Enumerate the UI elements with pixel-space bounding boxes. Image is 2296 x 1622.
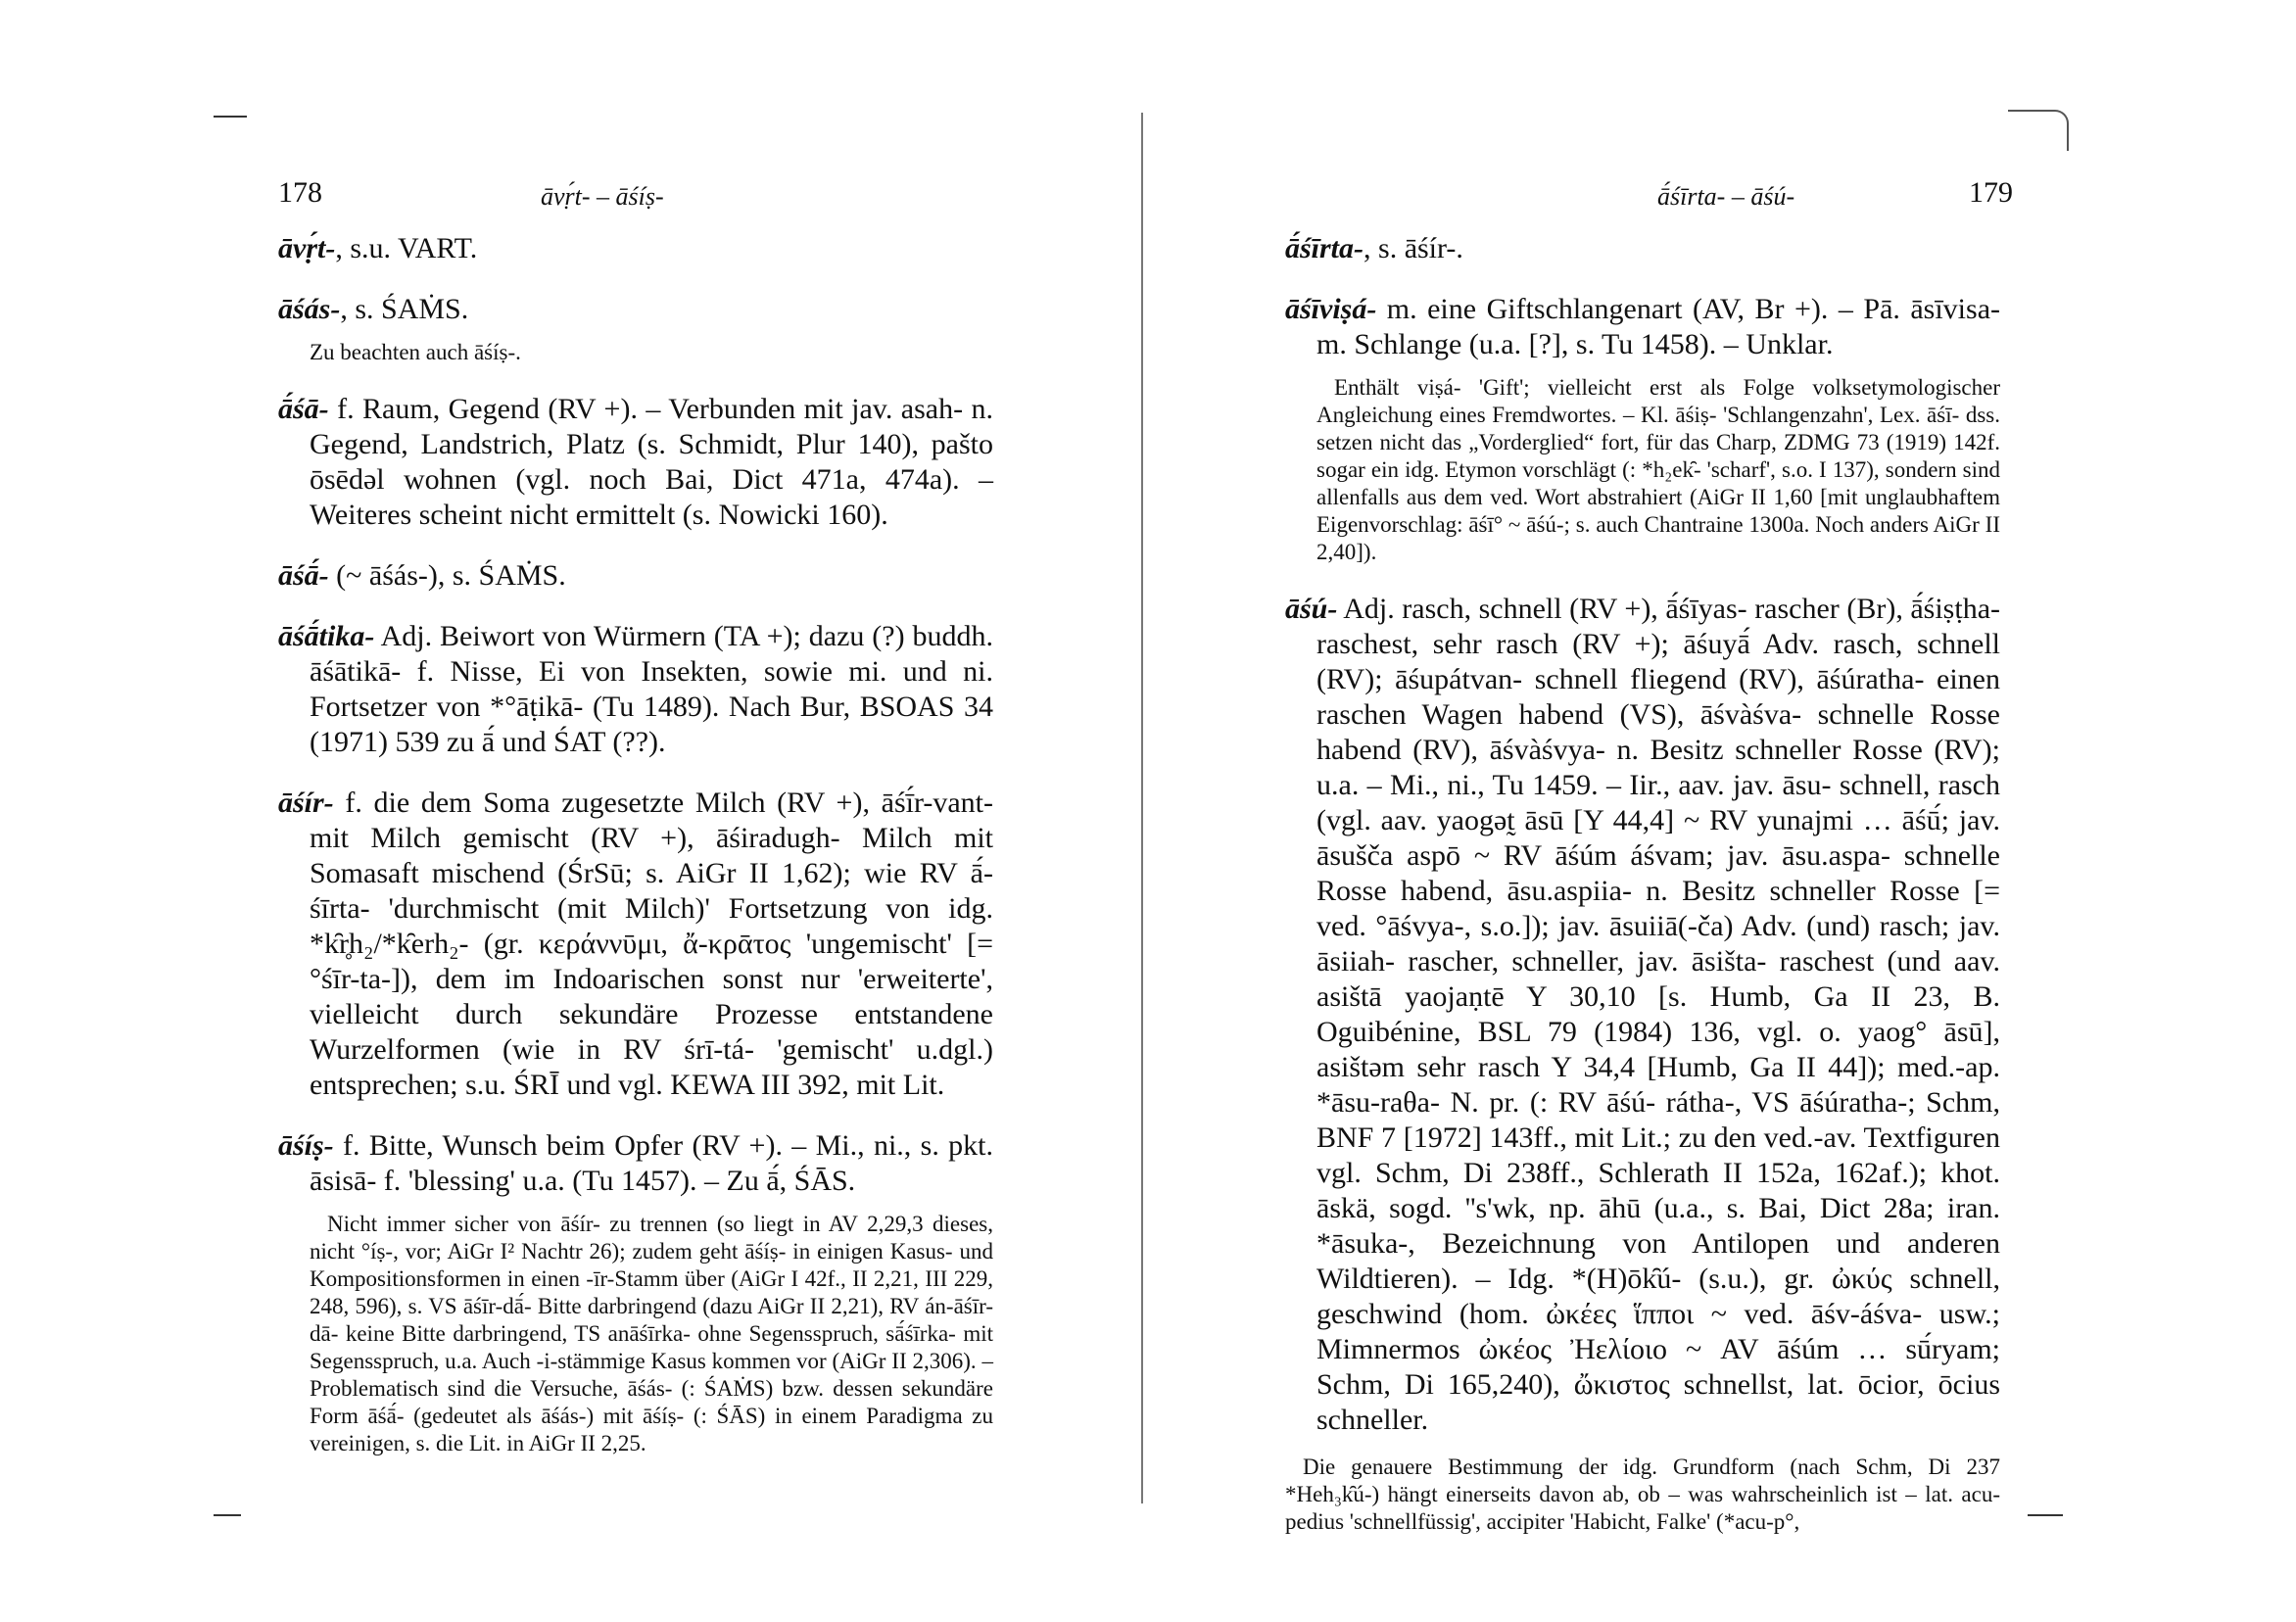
headword: āśás- <box>278 293 341 325</box>
entry-text: f. Raum, Gegend (RV +). – Verbunden mit jav. asah- n. Gegend, Landstrich, Platz (s. Schmidt, Plur 140), pašto ōsēdəl wohnen (vgl. noch Bai, Dict 471a, 474a). – Weiteres scheint nicht ermittelt (s. Nowicki 160). <box>310 393 993 531</box>
entry-text: f. die dem Soma zugesetzte Milch (RV +), āśī́r-vant- mit Milch gemischt (RV +), āśiradugh- Milch mit Somasaft mischend (ŚrSū; s. AiGr II 1,62); wie RV ā́-śīrta- 'durchmischt (mit Milch)' Fortsetzung von idg. *k̑r̥h₂/*k̑erh₂- (gr. κεράννῡμι, ἄ-κρᾱτος 'ungemischt' [= °śīr-ta-]), dem im Indoarischen sonst nur 'erweiterte', vielleicht durch sekundäre Prozesse entstandene Wurzelformen (wie in RV śrī-tá- 'gemischt' u.dgl.) entsprechen; s.u. ŚRĪ und vgl. KEWA III 392, mit Lit. <box>310 787 993 1101</box>
headword: āśā́tika- <box>278 620 375 652</box>
right-page <box>1148 0 2296 1622</box>
headword: āśīviṣá- <box>1285 293 1377 325</box>
entry-text: (~ āśás-), s. ŚAṀS. <box>328 559 566 592</box>
page-number: 179 <box>1969 176 2013 209</box>
running-head: ā́śīrta- – āśú- <box>1657 182 1795 211</box>
headword: āśú- <box>1285 593 1338 625</box>
entry <box>1285 592 2000 1438</box>
entry <box>1285 292 2000 362</box>
headword: āvṛ́t- <box>278 232 336 264</box>
entry <box>278 1128 993 1199</box>
page-number: 178 <box>278 176 322 209</box>
entry <box>278 292 993 327</box>
left-column <box>278 231 993 1483</box>
entry-text: , s.u. VART. <box>335 232 478 264</box>
entry-text: , s. ŚAṀS. <box>340 293 469 325</box>
entry-text: f. Bitte, Wunsch beim Opfer (RV +). – Mi., ni., s. pkt. āsisā- f. 'blessing' u.a. (Tu 1457). – Zu ā́, ŚĀS. <box>310 1129 993 1197</box>
entry <box>278 619 993 760</box>
headword: āśír- <box>278 787 334 819</box>
entry <box>278 392 993 533</box>
entry-note: Die genauere Bestimmung der idg. Grundform (nach Schm, Di 237 *Heh₃k̑ú-) hängt einerseits davon ab, ob – was wahrscheinlich ist – lat. acu-pedius 'schnellfüssig', accipiter 'Habicht, Falke' (*acu-p°, <box>1285 1455 2000 1534</box>
entry <box>278 786 993 1103</box>
entry <box>278 231 993 266</box>
right-column <box>1285 231 2000 1536</box>
entry-text: m. eine Giftschlangenart (AV, Br +). – Pā. āsīvisa- m. Schlange (u.a. [?], s. Tu 1458). – Unklar. <box>1316 293 2000 360</box>
entry-note: Nicht immer sicher von āśír- zu trennen (so liegt in AV 2,29,3 dieses, nicht °íṣ-, vor; AiGr I² Nachtr 26); zudem geht āśíṣ- in einigen Kasus- und Kompositionsformen in einen -īr-Stamm über (AiGr I 42f., II 2,21, III 229, 248, 596), s. VS āśīr-dā́- Bitte darbringend (dazu AiGr II 2,21), RV án-āśīr-dā- keine Bitte darbringend, TS anāśīrka- ohne Segensspruch, sā́śīrka- mit Segensspruch, u.a. Auch -i-stämmige Kasus kommen vor (AiGr II 2,306). – Problematisch sind die Versuche, āśás- (: ŚAṀS) bzw. dessen sekundäre Form āśā́- (gedeutet als āśás-) mit āśíṣ- (: ŚĀS) in einem Paradigma zu vereinigen, s. die Lit. in AiGr II 2,25. <box>310 1212 993 1455</box>
entry <box>278 558 993 594</box>
entry-text: , s. āśír-. <box>1363 232 1463 264</box>
entry-text: Adj. rasch, schnell (RV +), ā́śīyas- rascher (Br), ā́śiṣṭha- raschest, sehr rasch (RV +); āśuyā́ Adv. rasch, schnell (RV); āśupátvan- schnell fliegend (RV), āśúratha- einen raschen Wagen habend (VS), āśvàśva- schnelle Rosse habend (RV), āśvàśvya- n. Besitz schneller Rosse (RV); u.a. – Mi., ni., Tu 1459. – Iir., aav. jav. āsu- schnell, rasch (vgl. aav. yaogət̰ āsū [Y 44,4] ~ RV yunajmi … āśū́; jav. āsušča aspō ~ RV āśúm áśvam; jav. āsu.aspa- schnelle Rosse habend, āsu.aspiia- n. Besitz schneller Rosse [= ved. °āśvya-, s.o.]); jav. āsuiiā(-ča) Adv. (und) rasch; jav. āsiiah- rascher, schneller, jav. āsišta- raschest (und aav. asištā yaojaṇtē Y 30,10 [s. Humb, Ga II 23, B. Oguibénine, BSL 79 (1984) 136, vgl. o. yaog° āsū], asištəm sehr rasch Y 34,4 [Humb, Ga II 44]); med.-ap. *āsu-raθa- N. pr. (: RV āśú- rátha-, VS āśúratha-; Schm, BNF 7 [1972] 143ff., mit Lit.; zu den ved.-av. Textfiguren vgl. Schm, Di 238ff., Schlerath II 152a, 162af.); khot. āskä, sogd. ''s'wk, np. āhū (u.a., s. Bai, Dict 28a; iran. *āsuka-, Bezeichnung von Antilopen und anderen Wildtieren). – Idg. *(H)ōk̑ú- (s.u.), gr. ὠκύς schnell, geschwind (hom. ὠκέες ἵπποι ~ ved. āśv-áśva- usw.; Mimnermos ὠκέος Ἠελίοιο ~ AV āśúm … sū́ryam; Schm, Di 165,240), ὤκιστος schnellst, lat. ōcior, ōcius schneller. <box>1316 593 2000 1436</box>
headword: ā́śīrta- <box>1285 232 1364 264</box>
running-head: āvṛ́t- – āśíṣ- <box>541 182 664 211</box>
entry-note: Zu beachten auch āśíṣ-. <box>310 340 521 364</box>
headword: āśíṣ- <box>278 1129 334 1162</box>
headword: ā́śā- <box>278 393 329 425</box>
entry-note: Enthält viṣá- 'Gift'; vielleicht erst als Folge volksetymologischer Angleichung eines Fremdwortes. – Kl. āśiṣ- 'Schlangenzahn', Lex. āśī- dss. setzen nicht das „Vorderglied“ fort, für das Charp, ZDMG 73 (1919) 142f. sogar ein idg. Etymon vorschlägt (: *h₂ek̑- 'scharf', s.o. I 137), sondern sind allenfalls aus dem ved. Wort abstrahiert (AiGr II 1,60 [mit unglaubhaftem Eigenvorschlag: āśī° ~ āśú-; s. auch Chantraine 1300a. Noch anders AiGr II 2,40]). <box>1316 375 2000 564</box>
entry-text: Adj. Beiwort von Würmern (TA +); dazu (?) buddh. āśātikā- f. Nisse, Ei von Insekten, sowie mi. und ni. Fortsetzer von *°āṭikā- (Tu 1489). Nach Bur, BSOAS 34 (1971) 539 zu ā́ und ŚAT (??). <box>310 620 993 758</box>
entry <box>1285 231 2000 266</box>
headword: āśā́- <box>278 559 329 592</box>
